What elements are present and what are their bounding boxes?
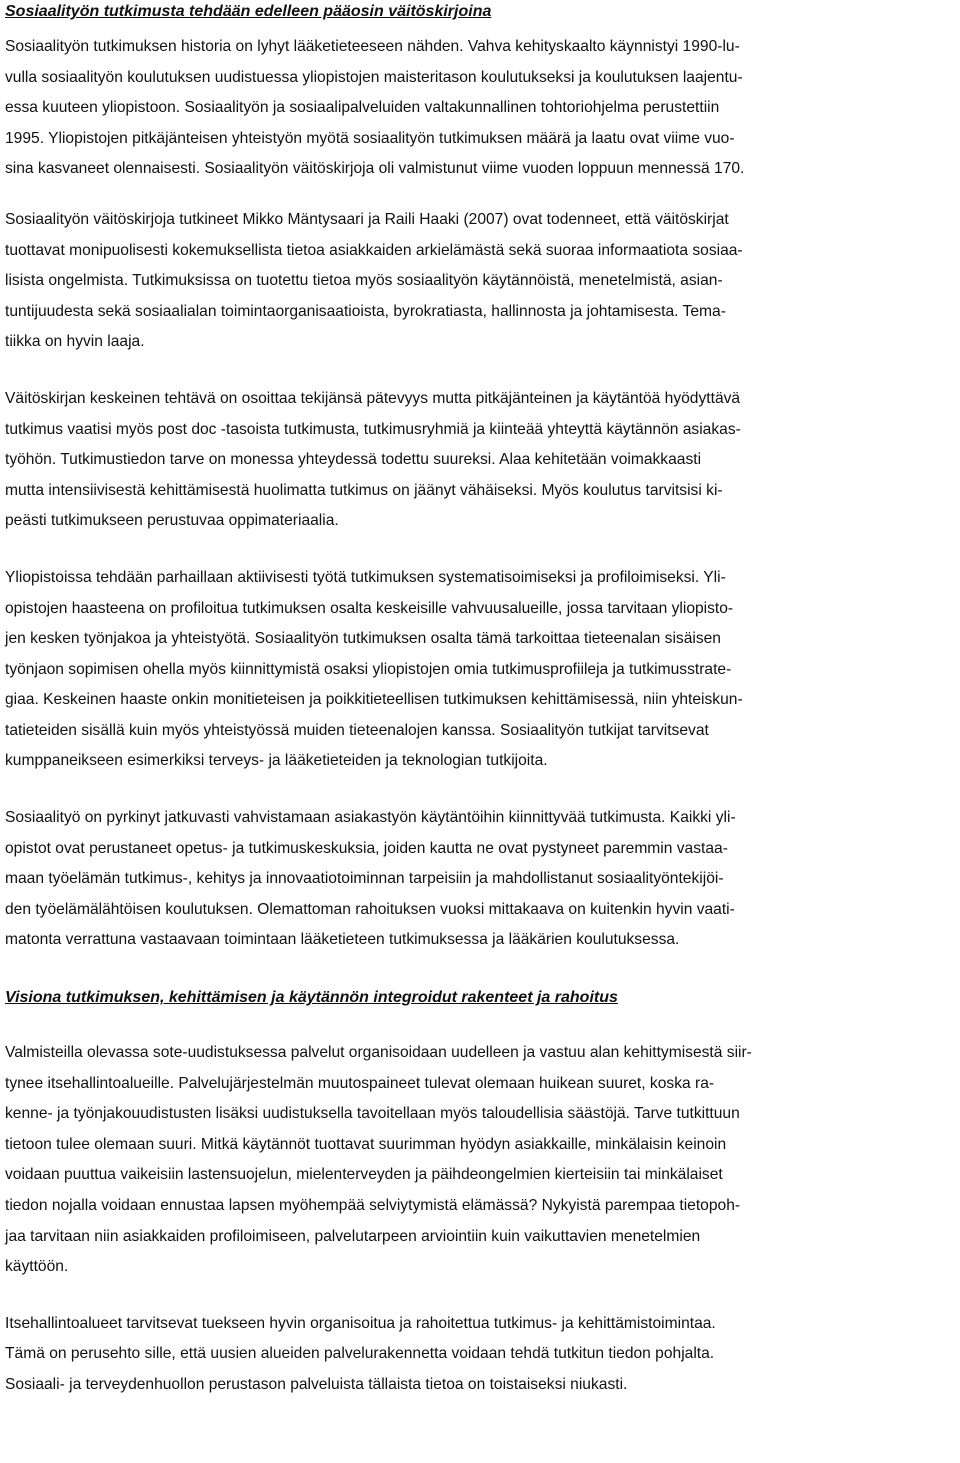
text-line: Sosiaalityö on pyrkinyt jatkuvasti vahvistamaan asiakastyön käytäntöihin kiinnittyvää tutkimusta. Kaikki yli- <box>5 809 736 827</box>
paragraph-7 <box>5 1309 955 1401</box>
text-line: giaa. Keskeinen haaste onkin monitieteisen ja poikkitieteellisen tutkimuksen kehittämisessä, niin yhteiskun- <box>5 691 743 709</box>
text-line: matonta verrattuna vastaavaan toimintaan lääketieteen tutkimuksessa ja lääkärien koulutuksessa. <box>5 931 680 949</box>
text-line: Sosiaalityön väitöskirjoja tutkineet Mikko Mäntysaari ja Raili Haaki (2007) ovat todenneet, että väitöskirjat <box>5 210 729 228</box>
text-line: Sosiaali- ja terveydenhuollon perustason palveluista tällaista tietoa on toistaiseksi niukasti. <box>5 1375 628 1393</box>
text-line: voidaan puuttua vaikeisiin lastensuojelun, mielenterveyden ja päihdeongelmien kierteisiin tai minkälaiset <box>5 1166 723 1184</box>
paragraph-6 <box>5 1038 955 1283</box>
section-heading: Visiona tutkimuksen, kehittämisen ja käytännön integroidut rakenteet ja rahoitus <box>5 989 618 1007</box>
paragraph-2 <box>5 205 955 358</box>
text-line: tiedon nojalla voidaan ennustaa lapsen myöhempää selviytymistä elämässä? Nykyistä parempaa tietopoh- <box>5 1197 741 1214</box>
text-line: tietoon tulee olemaan suuri. Mitkä käytännöt tuottavat suurimman hyödyn asiakkaille, minkälaisin keinoin <box>5 1135 727 1153</box>
text-line: lisista ongelmista. Tutkimuksissa on tuotettu tietoa myös sosiaalityön käytännöistä, menetelmistä, asian- <box>5 272 723 290</box>
text-line: 1995. Yliopistojen pitkäjänteisen yhteistyön myötä sosiaalityön tutkimuksen määrä ja laatu ovat viime vuo- <box>5 129 735 147</box>
section-heading: Sosiaalityön tutkimusta tehdään edelleen pääosin väitöskirjoina <box>5 3 492 20</box>
text-line: tiikka on hyvin laaja. <box>5 333 145 351</box>
text-line: työnjaon sopimisen ohella myös kiinnittymistä osaksi yliopistojen omia tutkimusprofiileja ja tutkimusstrate- <box>5 660 732 678</box>
text-line: maan työelämän tutkimus-, kehitys ja innovaatiotoiminnan tarpeisiin ja mahdollistanut sosiaalityöntekijöi- <box>5 870 724 888</box>
paragraph-4 <box>5 563 955 777</box>
text-line: työhön. Tutkimustiedon tarve on monessa yhteydessä todettu suureksi. Alaa kehitetään voimakkaasti <box>5 451 702 469</box>
text-line: kumppaneikseen esimerkiksi terveys- ja lääketieteiden ja teknologian tutkijoita. <box>5 752 548 770</box>
text-line: peästi tutkimukseen perustuvaa oppimateriaalia. <box>5 512 339 530</box>
text-line: opistot ovat perustaneet opetus- ja tutkimuskeskuksia, joiden kautta ne ovat pystyneet paremmin vastaa- <box>5 839 728 857</box>
text-line: tutkimus vaatisi myös post doc -tasoista tutkimusta, tutkimusryhmiä ja kiinteää yhteyttä käytännön asiakas- <box>5 420 741 438</box>
text-line: vulla sosiaalityön koulutuksen uudistuessa yliopistojen maisteritason koulutukseksi ja koulutuksen laajentu- <box>5 68 743 86</box>
text-line: tynee itsehallintoalueille. Palvelujärjestelmän muutospaineet tulevat olemaan huikean suuret, koska ra- <box>5 1074 715 1092</box>
text-line: den työelämälähtöisen koulutuksen. Olemattoman rahoituksen vuoksi mittakaava on kuitenkin hyvin vaati- <box>5 900 735 918</box>
paragraph-1 <box>5 32 955 185</box>
text-line: opistojen haasteena on profiloitua tutkimuksen osalta keskeisille vahvuusalueille, jossa tarvitaan yliopisto- <box>5 599 734 617</box>
text-line: Yliopistoissa tehdään parhaillaan aktiivisesti työtä tutkimuksen systematisoimiseksi ja profiloimiseksi. Yli- <box>5 568 726 586</box>
text-line: mutta intensiivisestä kehittämisestä huolimatta tutkimus on jäänyt vähäiseksi. Myös koulutus tarvitsisi ki- <box>5 481 723 499</box>
text-line: Väitöskirjan keskeinen tehtävä on osoittaa tekijänsä pätevyys mutta pitkäjänteinen ja käytäntöä hyödyttävä <box>5 389 741 407</box>
text-line: jen kesken työnjakoa ja yhteistyötä. Sosiaalityön tutkimuksen osalta tämä tarkoittaa tieteenalan sisäisen <box>5 630 721 648</box>
paragraph-5 <box>5 803 955 956</box>
text-line: Itsehallintoalueet tarvitsevat tuekseen hyvin organisoitua ja rahoitettua tutkimus- ja kehittämistoimintaa. <box>5 1314 716 1332</box>
text-line: kenne- ja työnjakouudistusten lisäksi uudistuksella tavoitellaan myös taloudellisia säästöjä. Tarve tutkittuun <box>5 1105 740 1123</box>
text-line: sina kasvaneet olennaisesti. Sosiaalityön väitöskirjoja oli valmistunut viime vuoden loppuun mennessä 170. <box>5 160 745 178</box>
paragraph-3 <box>5 384 955 537</box>
text-line: tuntijuudesta sekä sosiaalialan toimintaorganisaatioista, byrokratiasta, hallinnosta ja johtamisesta. Tema- <box>5 302 726 320</box>
text-line: jaa tarvitaan niin asiakkaiden profiloimiseen, palvelutarpeen arviointiin kuin vaikuttavien menetelmien <box>5 1227 701 1245</box>
text-line: Valmisteilla olevassa sote-uudistuksessa palvelut organisoidaan uudelleen ja vastuu alan kehittymisestä siir- <box>5 1044 752 1062</box>
text-line: tatieteiden sisällä kuin myös yhteistyössä muiden tieteenalojen kanssa. Sosiaalityön tutkijat tarvitsevat <box>5 721 709 739</box>
document-page <box>5 0 955 1401</box>
text-line: käyttöön. <box>5 1258 69 1276</box>
text-line: tuottavat monipuolisesti kokemuksellista tietoa asiakkaiden arkielämästä sekä suoraa informaatiota sosiaa- <box>5 241 743 259</box>
text-line: essa kuuteen yliopistoon. Sosiaalityön ja sosiaalipalveluiden valtakunnallinen tohtoriohjelma perustettiin <box>5 99 720 117</box>
text-line: Sosiaalityön tutkimuksen historia on lyhyt lääketieteeseen nähden. Vahva kehityskaalto käynnistyi 1990-lu- <box>5 38 740 55</box>
text-line: Tämä on perusehto sille, että uusien alueiden palvelurakennetta voidaan tehdä tutkitun tiedon pohjalta. <box>5 1345 715 1363</box>
